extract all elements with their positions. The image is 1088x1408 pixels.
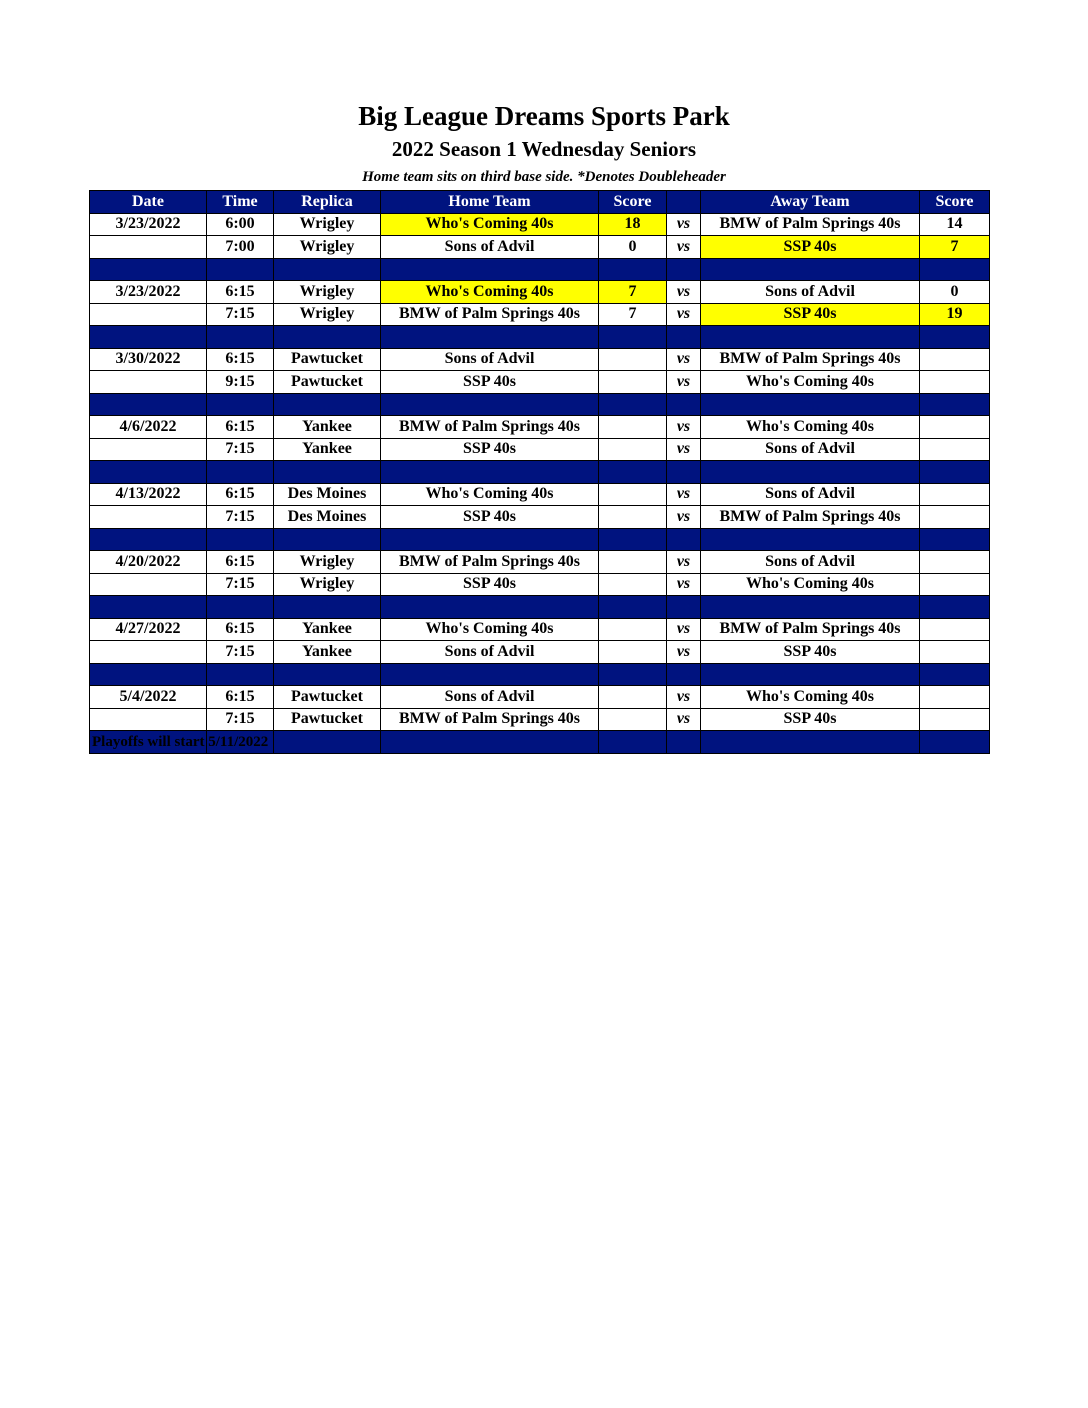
game-date: 3/23/2022 bbox=[90, 213, 207, 236]
spacer-cell bbox=[381, 326, 599, 349]
home-score bbox=[599, 641, 667, 664]
spacer-row bbox=[90, 528, 990, 551]
spacer-cell bbox=[701, 461, 920, 484]
game-time: 6:15 bbox=[207, 281, 274, 304]
away-team: Sons of Advil bbox=[701, 483, 920, 506]
table-row bbox=[90, 708, 990, 731]
game-replica: Wrigley bbox=[274, 573, 381, 596]
home-team: SSP 40s bbox=[381, 506, 599, 529]
game-date bbox=[90, 573, 207, 596]
column-header-home-team: Home Team bbox=[381, 191, 599, 214]
home-team: Who's Coming 40s bbox=[381, 618, 599, 641]
spacer-row bbox=[90, 326, 990, 349]
column-header-date: Date bbox=[90, 191, 207, 214]
game-time: 6:15 bbox=[207, 686, 274, 709]
table-row bbox=[90, 506, 990, 529]
home-score: 7 bbox=[599, 303, 667, 326]
spacer-row bbox=[90, 393, 990, 416]
table-row bbox=[90, 686, 990, 709]
game-time: 6:15 bbox=[207, 618, 274, 641]
home-team: BMW of Palm Springs 40s bbox=[381, 708, 599, 731]
table-header-row bbox=[90, 191, 990, 214]
home-score bbox=[599, 686, 667, 709]
spacer-cell bbox=[274, 731, 381, 754]
spacer-cell bbox=[667, 596, 701, 619]
spacer-cell bbox=[701, 326, 920, 349]
game-replica: Des Moines bbox=[274, 506, 381, 529]
game-replica: Des Moines bbox=[274, 483, 381, 506]
home-score bbox=[599, 348, 667, 371]
spacer-cell bbox=[599, 393, 667, 416]
table-row bbox=[90, 371, 990, 394]
game-replica: Pawtucket bbox=[274, 708, 381, 731]
home-score bbox=[599, 618, 667, 641]
spacer-cell bbox=[207, 258, 274, 281]
table-row bbox=[90, 416, 990, 439]
spacer-row bbox=[90, 258, 990, 281]
column-header-away-team: Away Team bbox=[701, 191, 920, 214]
home-team: Sons of Advil bbox=[381, 348, 599, 371]
game-time: 6:15 bbox=[207, 483, 274, 506]
spacer-cell bbox=[381, 596, 599, 619]
spacer-cell bbox=[90, 528, 207, 551]
game-replica: Yankee bbox=[274, 416, 381, 439]
game-date bbox=[90, 438, 207, 461]
spacer-cell bbox=[920, 596, 990, 619]
game-replica: Yankee bbox=[274, 641, 381, 664]
spacer-cell bbox=[90, 596, 207, 619]
away-score bbox=[920, 641, 990, 664]
spacer-cell bbox=[599, 528, 667, 551]
away-score bbox=[920, 371, 990, 394]
spacer-cell bbox=[207, 528, 274, 551]
game-replica: Wrigley bbox=[274, 213, 381, 236]
game-replica: Wrigley bbox=[274, 236, 381, 259]
away-score bbox=[920, 483, 990, 506]
away-score: 14 bbox=[920, 213, 990, 236]
spacer-cell bbox=[274, 326, 381, 349]
away-score bbox=[920, 686, 990, 709]
game-date: 3/30/2022 bbox=[90, 348, 207, 371]
home-team: Sons of Advil bbox=[381, 686, 599, 709]
table-row bbox=[90, 483, 990, 506]
home-team: Who's Coming 40s bbox=[381, 483, 599, 506]
home-score bbox=[599, 506, 667, 529]
game-date: 4/13/2022 bbox=[90, 483, 207, 506]
spacer-row bbox=[90, 596, 990, 619]
game-time: 7:15 bbox=[207, 303, 274, 326]
away-team: SSP 40s bbox=[701, 236, 920, 259]
spacer-cell bbox=[381, 528, 599, 551]
game-time: 6:15 bbox=[207, 551, 274, 574]
table-row bbox=[90, 236, 990, 259]
game-date: 3/23/2022 bbox=[90, 281, 207, 304]
game-date: 4/27/2022 bbox=[90, 618, 207, 641]
vs-label: vs bbox=[667, 236, 701, 259]
spacer-cell bbox=[701, 596, 920, 619]
game-replica: Wrigley bbox=[274, 551, 381, 574]
away-team: BMW of Palm Springs 40s bbox=[701, 506, 920, 529]
spacer-row bbox=[90, 663, 990, 686]
away-team: SSP 40s bbox=[701, 303, 920, 326]
spacer-cell bbox=[667, 393, 701, 416]
away-team: Sons of Advil bbox=[701, 281, 920, 304]
game-replica: Yankee bbox=[274, 438, 381, 461]
home-team: BMW of Palm Springs 40s bbox=[381, 303, 599, 326]
away-score bbox=[920, 506, 990, 529]
home-team: Who's Coming 40s bbox=[381, 281, 599, 304]
away-team: BMW of Palm Springs 40s bbox=[701, 618, 920, 641]
schedule-table bbox=[89, 190, 990, 754]
spacer-row bbox=[90, 461, 990, 484]
spacer-cell bbox=[920, 258, 990, 281]
table-row bbox=[90, 573, 990, 596]
spacer-cell bbox=[274, 393, 381, 416]
game-date: 4/6/2022 bbox=[90, 416, 207, 439]
game-date: 5/4/2022 bbox=[90, 686, 207, 709]
home-score bbox=[599, 371, 667, 394]
game-date bbox=[90, 371, 207, 394]
page-title: Big League Dreams Sports Park bbox=[358, 101, 730, 131]
game-date bbox=[90, 303, 207, 326]
column-header-replica: Replica bbox=[274, 191, 381, 214]
away-team: BMW of Palm Springs 40s bbox=[701, 348, 920, 371]
away-score: 19 bbox=[920, 303, 990, 326]
home-team: BMW of Palm Springs 40s bbox=[381, 551, 599, 574]
spacer-cell bbox=[920, 663, 990, 686]
spacer-cell bbox=[90, 393, 207, 416]
away-score bbox=[920, 573, 990, 596]
spacer-cell bbox=[599, 596, 667, 619]
game-time: 7:00 bbox=[207, 236, 274, 259]
vs-label: vs bbox=[667, 506, 701, 529]
table-row bbox=[90, 641, 990, 664]
vs-label: vs bbox=[667, 708, 701, 731]
game-date: 4/20/2022 bbox=[90, 551, 207, 574]
away-team: Who's Coming 40s bbox=[701, 416, 920, 439]
column-header-time: Time bbox=[207, 191, 274, 214]
schedule-body bbox=[90, 213, 990, 753]
spacer-cell bbox=[207, 393, 274, 416]
game-time: 7:15 bbox=[207, 641, 274, 664]
away-team: SSP 40s bbox=[701, 641, 920, 664]
spacer-cell bbox=[274, 258, 381, 281]
vs-label: vs bbox=[667, 303, 701, 326]
away-team: SSP 40s bbox=[701, 708, 920, 731]
home-score bbox=[599, 438, 667, 461]
away-score bbox=[920, 618, 990, 641]
spacer-cell bbox=[701, 528, 920, 551]
spacer-cell bbox=[667, 731, 701, 754]
vs-label: vs bbox=[667, 438, 701, 461]
home-team: Sons of Advil bbox=[381, 641, 599, 664]
vs-label: vs bbox=[667, 213, 701, 236]
spacer-cell bbox=[381, 393, 599, 416]
game-replica: Yankee bbox=[274, 618, 381, 641]
away-score bbox=[920, 708, 990, 731]
game-replica: Pawtucket bbox=[274, 371, 381, 394]
vs-label: vs bbox=[667, 348, 701, 371]
home-score bbox=[599, 573, 667, 596]
vs-label: vs bbox=[667, 551, 701, 574]
spacer-cell bbox=[207, 326, 274, 349]
spacer-cell bbox=[667, 326, 701, 349]
home-team: SSP 40s bbox=[381, 438, 599, 461]
spacer-cell bbox=[599, 461, 667, 484]
table-row bbox=[90, 213, 990, 236]
game-time: 7:15 bbox=[207, 506, 274, 529]
away-team: BMW of Palm Springs 40s bbox=[701, 213, 920, 236]
vs-label: vs bbox=[667, 371, 701, 394]
away-score: 0 bbox=[920, 281, 990, 304]
spacer-cell bbox=[920, 528, 990, 551]
column-header-vs bbox=[667, 191, 701, 214]
spacer-cell bbox=[599, 326, 667, 349]
vs-label: vs bbox=[667, 483, 701, 506]
page-subtitle: 2022 Season 1 Wednesday Seniors bbox=[391, 137, 697, 161]
home-team: SSP 40s bbox=[381, 371, 599, 394]
vs-label: vs bbox=[667, 573, 701, 596]
vs-label: vs bbox=[667, 416, 701, 439]
spacer-cell bbox=[90, 326, 207, 349]
game-time: 6:15 bbox=[207, 416, 274, 439]
away-score bbox=[920, 416, 990, 439]
game-replica: Pawtucket bbox=[274, 348, 381, 371]
table-row bbox=[90, 438, 990, 461]
spacer-cell bbox=[381, 663, 599, 686]
home-team: BMW of Palm Springs 40s bbox=[381, 416, 599, 439]
table-row bbox=[90, 281, 990, 304]
spacer-cell bbox=[667, 528, 701, 551]
spacer-cell bbox=[920, 326, 990, 349]
spacer-cell bbox=[920, 393, 990, 416]
game-time: 6:00 bbox=[207, 213, 274, 236]
home-team: SSP 40s bbox=[381, 573, 599, 596]
spacer-cell bbox=[667, 663, 701, 686]
spacer-cell bbox=[701, 258, 920, 281]
spacer-cell bbox=[90, 258, 207, 281]
table-row bbox=[90, 551, 990, 574]
spacer-cell bbox=[701, 663, 920, 686]
game-time: 9:15 bbox=[207, 371, 274, 394]
home-score bbox=[599, 708, 667, 731]
table-row bbox=[90, 303, 990, 326]
game-time: 7:15 bbox=[207, 438, 274, 461]
vs-label: vs bbox=[667, 686, 701, 709]
spacer-cell bbox=[599, 663, 667, 686]
vs-label: vs bbox=[667, 618, 701, 641]
spacer-cell bbox=[274, 663, 381, 686]
playoffs-note: Playoffs will start 5/11/2022 bbox=[92, 734, 269, 750]
spacer-cell bbox=[381, 461, 599, 484]
spacer-cell bbox=[207, 663, 274, 686]
game-replica: Pawtucket bbox=[274, 686, 381, 709]
spacer-cell bbox=[920, 731, 990, 754]
spacer-cell bbox=[381, 731, 599, 754]
game-date bbox=[90, 708, 207, 731]
away-score: 7 bbox=[920, 236, 990, 259]
away-team: Who's Coming 40s bbox=[701, 371, 920, 394]
spacer-cell bbox=[599, 258, 667, 281]
spacer-cell bbox=[920, 461, 990, 484]
home-score bbox=[599, 551, 667, 574]
spacer-cell bbox=[207, 461, 274, 484]
home-score: 0 bbox=[599, 236, 667, 259]
spacer-cell bbox=[599, 731, 667, 754]
vs-label: vs bbox=[667, 281, 701, 304]
spacer-cell bbox=[90, 663, 207, 686]
away-team: Who's Coming 40s bbox=[701, 686, 920, 709]
away-score bbox=[920, 551, 990, 574]
spacer-cell bbox=[381, 258, 599, 281]
schedule-note: Home team sits on third base side. *Denotes Doubleheader bbox=[362, 169, 726, 185]
game-date bbox=[90, 641, 207, 664]
away-score bbox=[920, 348, 990, 371]
spacer-cell bbox=[274, 596, 381, 619]
away-team: Sons of Advil bbox=[701, 438, 920, 461]
spacer-cell bbox=[207, 596, 274, 619]
vs-label: vs bbox=[667, 641, 701, 664]
home-team: Sons of Advil bbox=[381, 236, 599, 259]
home-team: Who's Coming 40s bbox=[381, 213, 599, 236]
table-row bbox=[90, 348, 990, 371]
game-time: 7:15 bbox=[207, 573, 274, 596]
game-time: 7:15 bbox=[207, 708, 274, 731]
spacer-cell bbox=[274, 461, 381, 484]
game-date bbox=[90, 236, 207, 259]
game-date bbox=[90, 506, 207, 529]
game-time: 6:15 bbox=[207, 348, 274, 371]
column-header-home-score: Score bbox=[599, 191, 667, 214]
game-replica: Wrigley bbox=[274, 303, 381, 326]
home-score: 7 bbox=[599, 281, 667, 304]
spacer-cell bbox=[701, 731, 920, 754]
game-replica: Wrigley bbox=[274, 281, 381, 304]
spacer-cell bbox=[90, 461, 207, 484]
spacer-cell bbox=[667, 258, 701, 281]
home-score: 18 bbox=[599, 213, 667, 236]
home-score bbox=[599, 483, 667, 506]
spacer-cell bbox=[701, 393, 920, 416]
column-header-away-score: Score bbox=[920, 191, 990, 214]
home-score bbox=[599, 416, 667, 439]
away-team: Who's Coming 40s bbox=[701, 573, 920, 596]
away-team: Sons of Advil bbox=[701, 551, 920, 574]
away-score bbox=[920, 438, 990, 461]
spacer-cell bbox=[667, 461, 701, 484]
table-row bbox=[90, 618, 990, 641]
spacer-cell bbox=[274, 528, 381, 551]
